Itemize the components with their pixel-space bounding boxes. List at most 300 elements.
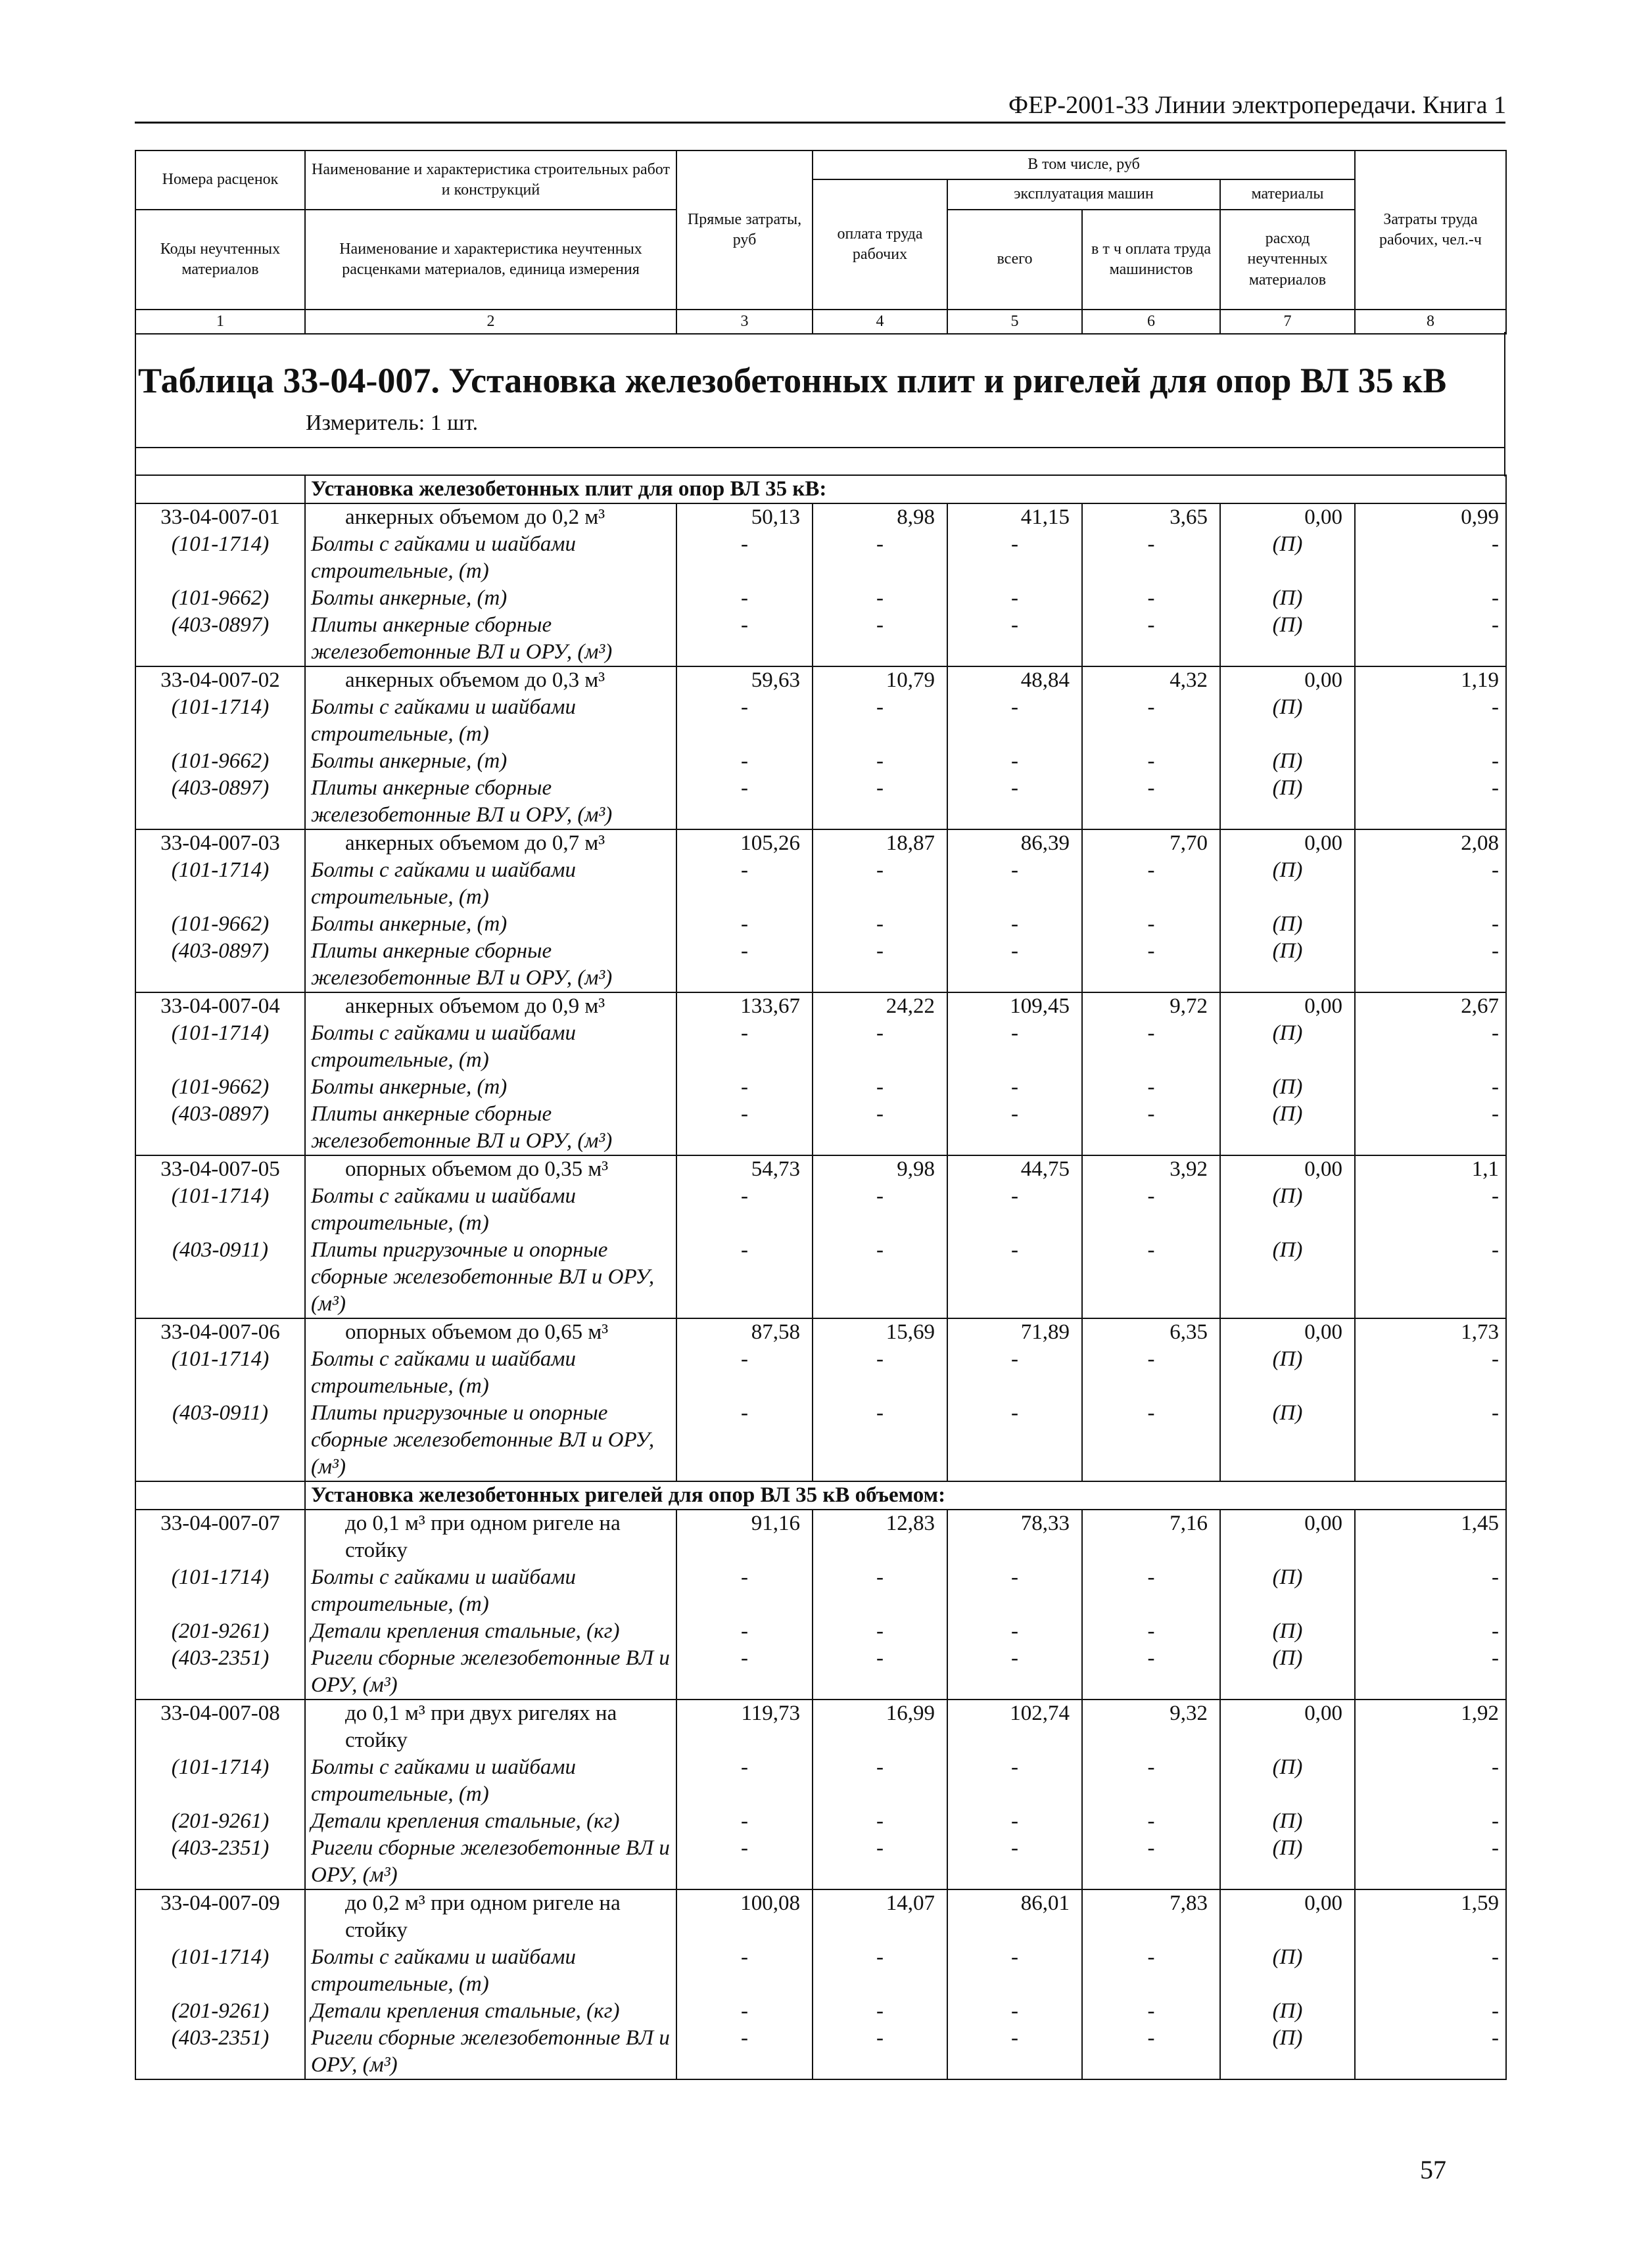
- material-labor-pay-value: -: [813, 1183, 947, 1237]
- page-number: 57: [1420, 2155, 1446, 2185]
- material-name: Болты с гайками и шайбами строительные, (т): [305, 531, 676, 585]
- labor-pay-value: 9,98: [813, 1155, 947, 1183]
- material-direct-costs-value: -: [676, 612, 813, 666]
- material-labor-pay-value: -: [813, 1808, 947, 1835]
- material-direct-costs-value: -: [676, 1645, 813, 1700]
- material-row: [135, 1074, 1506, 1101]
- material-machines-total-value: -: [947, 1618, 1082, 1645]
- header-code-bottom: Коды неучтенных материалов: [135, 210, 305, 310]
- col-num: 1: [135, 310, 305, 334]
- material-labor-hours-value: -: [1355, 1020, 1506, 1074]
- material-materials-value: (П): [1220, 938, 1355, 992]
- measure-unit: Измеритель: 1 шт.: [306, 411, 479, 435]
- rate-row: [135, 1318, 1506, 1346]
- material-code: (101-1714): [135, 857, 305, 911]
- machines-total-value: 48,84: [947, 666, 1082, 694]
- header-name-bottom: Наименование и характеристика неучтенных расценками материалов, единица измерения: [305, 210, 676, 310]
- labor-pay-value: 12,83: [813, 1510, 947, 1564]
- material-materials-value: (П): [1220, 585, 1355, 612]
- material-name: Болты анкерные, (т): [305, 1074, 676, 1101]
- material-labor-hours-value: -: [1355, 531, 1506, 585]
- material-name: Болты анкерные, (т): [305, 748, 676, 775]
- material-machinists-pay-value: -: [1082, 748, 1220, 775]
- material-row: [135, 1998, 1506, 2025]
- labor-hours-value: 1,19: [1355, 666, 1506, 694]
- material-direct-costs-value: -: [676, 775, 813, 829]
- machinists-pay-value: 3,92: [1082, 1155, 1220, 1183]
- material-direct-costs-value: -: [676, 1237, 813, 1318]
- material-labor-hours-value: -: [1355, 1808, 1506, 1835]
- material-name: Детали крепления стальные, (кг): [305, 1998, 676, 2025]
- material-labor-hours-value: -: [1355, 1645, 1506, 1700]
- direct-costs-value: 91,16: [676, 1510, 813, 1564]
- material-code: (201-9261): [135, 1618, 305, 1645]
- material-row: [135, 1346, 1506, 1400]
- rate-code: 33-04-007-08: [135, 1700, 305, 1754]
- material-name: Болты анкерные, (т): [305, 585, 676, 612]
- material-direct-costs-value: -: [676, 1944, 813, 1998]
- material-code: (403-0897): [135, 938, 305, 992]
- section-title: Установка железобетонных ригелей для опор ВЛ 35 кВ объемом:: [305, 1481, 1506, 1510]
- material-machinists-pay-value: -: [1082, 1754, 1220, 1808]
- material-labor-hours-value: -: [1355, 585, 1506, 612]
- material-materials-value: (П): [1220, 1645, 1355, 1700]
- material-labor-hours-value: -: [1355, 1101, 1506, 1155]
- labor-hours-value: 1,1: [1355, 1155, 1506, 1183]
- rate-code: 33-04-007-01: [135, 503, 305, 531]
- rate-row: [135, 666, 1506, 694]
- material-row: [135, 748, 1506, 775]
- material-name: Плиты анкерные сборные железобетонные ВЛ и ОРУ, (м³): [305, 775, 676, 829]
- material-row: [135, 1645, 1506, 1700]
- material-materials-value: (П): [1220, 1808, 1355, 1835]
- material-materials-value: (П): [1220, 2025, 1355, 2079]
- material-labor-hours-value: -: [1355, 1564, 1506, 1618]
- material-direct-costs-value: -: [676, 585, 813, 612]
- labor-pay-value: 16,99: [813, 1700, 947, 1754]
- material-row: [135, 1400, 1506, 1481]
- labor-pay-value: 15,69: [813, 1318, 947, 1346]
- material-labor-pay-value: -: [813, 1346, 947, 1400]
- material-machines-total-value: -: [947, 1237, 1082, 1318]
- material-row: [135, 1618, 1506, 1645]
- machinists-pay-value: 9,72: [1082, 992, 1220, 1020]
- material-machinists-pay-value: -: [1082, 1618, 1220, 1645]
- material-row: [135, 2025, 1506, 2079]
- rate-name: анкерных объемом до 0,9 м³: [305, 992, 676, 1020]
- material-code: (403-0897): [135, 612, 305, 666]
- material-labor-hours-value: -: [1355, 1835, 1506, 1889]
- rate-name: опорных объемом до 0,65 м³: [305, 1318, 676, 1346]
- materials-value: 0,00: [1220, 666, 1355, 694]
- material-machines-total-value: -: [947, 585, 1082, 612]
- direct-costs-value: 59,63: [676, 666, 813, 694]
- labor-hours-value: 1,45: [1355, 1510, 1506, 1564]
- material-machines-total-value: -: [947, 1808, 1082, 1835]
- material-machines-total-value: -: [947, 748, 1082, 775]
- material-machines-total-value: -: [947, 1754, 1082, 1808]
- material-machinists-pay-value: -: [1082, 1346, 1220, 1400]
- column-header-table: [135, 150, 1507, 335]
- material-machines-total-value: -: [947, 1564, 1082, 1618]
- rates-table: [135, 474, 1507, 2080]
- machinists-pay-value: 7,83: [1082, 1889, 1220, 1944]
- material-name: Ригели сборные железобетонные ВЛ и ОРУ, (м³): [305, 2025, 676, 2079]
- material-labor-pay-value: -: [813, 612, 947, 666]
- material-code: (101-1714): [135, 1754, 305, 1808]
- materials-value: 0,00: [1220, 1318, 1355, 1346]
- table-title: Таблица 33-04-007. Установка железобетонных плит и ригелей для опор ВЛ 35 кВ: [138, 361, 1447, 400]
- header-materials-use: расход неучтенных материалов: [1220, 210, 1355, 310]
- col-num: 5: [947, 310, 1082, 334]
- material-labor-pay-value: -: [813, 1754, 947, 1808]
- material-direct-costs-value: -: [676, 1564, 813, 1618]
- labor-hours-value: 0,99: [1355, 503, 1506, 531]
- rate-name: опорных объемом до 0,35 м³: [305, 1155, 676, 1183]
- material-materials-value: (П): [1220, 1564, 1355, 1618]
- material-code: (403-0897): [135, 1101, 305, 1155]
- machines-total-value: 44,75: [947, 1155, 1082, 1183]
- material-code: (101-9662): [135, 1074, 305, 1101]
- rate-row: [135, 1155, 1506, 1183]
- material-direct-costs-value: -: [676, 2025, 813, 2079]
- col-num: 8: [1355, 310, 1506, 334]
- material-row: [135, 1754, 1506, 1808]
- material-row: [135, 1808, 1506, 1835]
- material-row: [135, 612, 1506, 666]
- material-labor-pay-value: -: [813, 1835, 947, 1889]
- material-labor-hours-value: -: [1355, 1183, 1506, 1237]
- labor-hours-value: 2,08: [1355, 829, 1506, 857]
- material-machines-total-value: -: [947, 1101, 1082, 1155]
- materials-value: 0,00: [1220, 1155, 1355, 1183]
- header-machines-group: эксплуатация машин: [947, 179, 1220, 210]
- material-code: (101-1714): [135, 1020, 305, 1074]
- material-machines-total-value: -: [947, 938, 1082, 992]
- material-name: Детали крепления стальные, (кг): [305, 1808, 676, 1835]
- labor-pay-value: 8,98: [813, 503, 947, 531]
- material-code: (101-1714): [135, 1346, 305, 1400]
- direct-costs-value: 105,26: [676, 829, 813, 857]
- material-machinists-pay-value: -: [1082, 1944, 1220, 1998]
- labor-hours-value: 1,73: [1355, 1318, 1506, 1346]
- labor-hours-value: 1,92: [1355, 1700, 1506, 1754]
- material-name: Болты с гайками и шайбами строительные, (т): [305, 1564, 676, 1618]
- rate-name: анкерных объемом до 0,2 м³: [305, 503, 676, 531]
- material-direct-costs-value: -: [676, 1101, 813, 1155]
- material-labor-hours-value: -: [1355, 857, 1506, 911]
- material-row: [135, 531, 1506, 585]
- machines-total-value: 86,01: [947, 1889, 1082, 1944]
- material-name: Ригели сборные железобетонные ВЛ и ОРУ, (м³): [305, 1645, 676, 1700]
- material-code: (101-1714): [135, 1944, 305, 1998]
- material-machines-total-value: -: [947, 1074, 1082, 1101]
- section-code-cell: [135, 475, 305, 503]
- direct-costs-value: 100,08: [676, 1889, 813, 1944]
- material-code: (101-9662): [135, 585, 305, 612]
- material-labor-hours-value: -: [1355, 694, 1506, 748]
- material-labor-pay-value: -: [813, 938, 947, 992]
- material-labor-pay-value: -: [813, 911, 947, 938]
- rate-name: до 0,1 м³ при двух ригелях на стойку: [305, 1700, 676, 1754]
- material-row: [135, 1020, 1506, 1074]
- rate-name: анкерных объемом до 0,7 м³: [305, 829, 676, 857]
- material-direct-costs-value: -: [676, 1400, 813, 1481]
- material-labor-hours-value: -: [1355, 911, 1506, 938]
- direct-costs-value: 50,13: [676, 503, 813, 531]
- material-machines-total-value: -: [947, 1020, 1082, 1074]
- material-row: [135, 1564, 1506, 1618]
- material-machinists-pay-value: -: [1082, 531, 1220, 585]
- material-row: [135, 585, 1506, 612]
- material-direct-costs-value: -: [676, 1754, 813, 1808]
- materials-value: 0,00: [1220, 1510, 1355, 1564]
- material-materials-value: (П): [1220, 748, 1355, 775]
- material-materials-value: (П): [1220, 1237, 1355, 1318]
- material-labor-hours-value: -: [1355, 1400, 1506, 1481]
- material-direct-costs-value: -: [676, 1808, 813, 1835]
- material-labor-hours-value: -: [1355, 1754, 1506, 1808]
- material-labor-pay-value: -: [813, 775, 947, 829]
- col-num: 6: [1082, 310, 1220, 334]
- material-direct-costs-value: -: [676, 1618, 813, 1645]
- rate-name: до 0,1 м³ при одном ригеле на стойку: [305, 1510, 676, 1564]
- material-direct-costs-value: -: [676, 748, 813, 775]
- material-machines-total-value: -: [947, 1944, 1082, 1998]
- material-name: Ригели сборные железобетонные ВЛ и ОРУ, (м³): [305, 1835, 676, 1889]
- material-labor-pay-value: -: [813, 1944, 947, 1998]
- material-row: [135, 938, 1506, 992]
- material-row: [135, 1237, 1506, 1318]
- material-direct-costs-value: -: [676, 1346, 813, 1400]
- material-labor-pay-value: -: [813, 1020, 947, 1074]
- col-num: 4: [813, 310, 947, 334]
- material-code: (101-9662): [135, 748, 305, 775]
- col-num: 3: [676, 310, 813, 334]
- rate-code: 33-04-007-02: [135, 666, 305, 694]
- material-row: [135, 694, 1506, 748]
- materials-value: 0,00: [1220, 503, 1355, 531]
- material-machinists-pay-value: -: [1082, 694, 1220, 748]
- material-row: [135, 775, 1506, 829]
- labor-pay-value: 18,87: [813, 829, 947, 857]
- section-header-row: [135, 475, 1506, 503]
- machinists-pay-value: 6,35: [1082, 1318, 1220, 1346]
- machinists-pay-value: 4,32: [1082, 666, 1220, 694]
- material-materials-value: (П): [1220, 1618, 1355, 1645]
- labor-pay-value: 10,79: [813, 666, 947, 694]
- material-name: Болты с гайками и шайбами строительные, (т): [305, 1754, 676, 1808]
- material-machinists-pay-value: -: [1082, 775, 1220, 829]
- material-name: Болты с гайками и шайбами строительные, (т): [305, 1346, 676, 1400]
- materials-value: 0,00: [1220, 829, 1355, 857]
- rate-code: 33-04-007-09: [135, 1889, 305, 1944]
- material-machines-total-value: -: [947, 1835, 1082, 1889]
- material-machines-total-value: -: [947, 1998, 1082, 2025]
- materials-value: 0,00: [1220, 992, 1355, 1020]
- material-labor-pay-value: -: [813, 694, 947, 748]
- material-machines-total-value: -: [947, 1183, 1082, 1237]
- machinists-pay-value: 3,65: [1082, 503, 1220, 531]
- material-direct-costs-value: -: [676, 1020, 813, 1074]
- material-machinists-pay-value: -: [1082, 1074, 1220, 1101]
- material-machinists-pay-value: -: [1082, 585, 1220, 612]
- material-machinists-pay-value: -: [1082, 1808, 1220, 1835]
- material-labor-pay-value: -: [813, 1101, 947, 1155]
- material-code: (201-9261): [135, 1998, 305, 2025]
- material-materials-value: (П): [1220, 1400, 1355, 1481]
- material-materials-value: (П): [1220, 775, 1355, 829]
- material-labor-pay-value: -: [813, 1998, 947, 2025]
- material-name: Болты с гайками и шайбами строительные, (т): [305, 694, 676, 748]
- measure-rule: [135, 447, 1505, 448]
- frame-left-line: [135, 332, 136, 476]
- material-direct-costs-value: -: [676, 938, 813, 992]
- material-direct-costs-value: -: [676, 531, 813, 585]
- material-materials-value: (П): [1220, 1101, 1355, 1155]
- material-machines-total-value: -: [947, 1645, 1082, 1700]
- material-name: Плиты пригрузочные и опорные сборные железобетонные ВЛ и ОРУ, (м³): [305, 1400, 676, 1481]
- section-title: Установка железобетонных плит для опор ВЛ 35 кВ:: [305, 475, 1506, 503]
- direct-costs-value: 87,58: [676, 1318, 813, 1346]
- material-materials-value: (П): [1220, 857, 1355, 911]
- labor-hours-value: 2,67: [1355, 992, 1506, 1020]
- material-labor-hours-value: -: [1355, 612, 1506, 666]
- direct-costs-value: 119,73: [676, 1700, 813, 1754]
- header-code-top: Номера расценок: [135, 150, 305, 210]
- material-materials-value: (П): [1220, 1346, 1355, 1400]
- material-labor-pay-value: -: [813, 1074, 947, 1101]
- material-materials-value: (П): [1220, 694, 1355, 748]
- material-labor-hours-value: -: [1355, 1346, 1506, 1400]
- material-machinists-pay-value: -: [1082, 857, 1220, 911]
- machines-total-value: 102,74: [947, 1700, 1082, 1754]
- material-machines-total-value: -: [947, 531, 1082, 585]
- section-header-row: [135, 1481, 1506, 1510]
- material-code: (101-1714): [135, 694, 305, 748]
- material-machinists-pay-value: -: [1082, 1101, 1220, 1155]
- material-materials-value: (П): [1220, 1183, 1355, 1237]
- col-num: 2: [305, 310, 676, 334]
- material-materials-value: (П): [1220, 1020, 1355, 1074]
- material-name: Болты анкерные, (т): [305, 911, 676, 938]
- material-machinists-pay-value: -: [1082, 911, 1220, 938]
- rate-row: [135, 503, 1506, 531]
- material-labor-pay-value: -: [813, 1645, 947, 1700]
- material-machines-total-value: -: [947, 1346, 1082, 1400]
- material-labor-hours-value: -: [1355, 748, 1506, 775]
- material-machinists-pay-value: -: [1082, 1564, 1220, 1618]
- material-labor-pay-value: -: [813, 585, 947, 612]
- material-row: [135, 1944, 1506, 1998]
- rate-code: 33-04-007-07: [135, 1510, 305, 1564]
- rate-row: [135, 1510, 1506, 1564]
- header-labor-hours: Затраты труда рабочих, чел.-ч: [1355, 150, 1506, 310]
- machines-total-value: 109,45: [947, 992, 1082, 1020]
- material-materials-value: (П): [1220, 612, 1355, 666]
- material-machinists-pay-value: -: [1082, 1645, 1220, 1700]
- material-row: [135, 1101, 1506, 1155]
- rate-name: до 0,2 м³ при одном ригеле на стойку: [305, 1889, 676, 1944]
- material-name: Болты с гайками и шайбами строительные, (т): [305, 1944, 676, 1998]
- rate-row: [135, 1700, 1506, 1754]
- material-machines-total-value: -: [947, 1400, 1082, 1481]
- frame-right-line: [1504, 332, 1505, 476]
- material-code: (403-2351): [135, 1645, 305, 1700]
- material-machinists-pay-value: -: [1082, 2025, 1220, 2079]
- direct-costs-value: 133,67: [676, 992, 813, 1020]
- material-code: (101-9662): [135, 911, 305, 938]
- material-labor-pay-value: -: [813, 1237, 947, 1318]
- rate-row: [135, 1889, 1506, 1944]
- material-row: [135, 857, 1506, 911]
- material-machines-total-value: -: [947, 2025, 1082, 2079]
- material-materials-value: (П): [1220, 1754, 1355, 1808]
- material-machines-total-value: -: [947, 857, 1082, 911]
- material-name: Плиты анкерные сборные железобетонные ВЛ и ОРУ, (м³): [305, 612, 676, 666]
- material-name: Болты с гайками и шайбами строительные, (т): [305, 1183, 676, 1237]
- material-labor-hours-value: -: [1355, 1998, 1506, 2025]
- material-machinists-pay-value: -: [1082, 1237, 1220, 1318]
- material-direct-costs-value: -: [676, 857, 813, 911]
- material-labor-pay-value: -: [813, 1564, 947, 1618]
- header-rule: [135, 122, 1505, 124]
- material-materials-value: (П): [1220, 1944, 1355, 1998]
- material-code: (403-0911): [135, 1400, 305, 1481]
- material-code: (403-2351): [135, 2025, 305, 2079]
- materials-value: 0,00: [1220, 1700, 1355, 1754]
- material-direct-costs-value: -: [676, 1183, 813, 1237]
- material-row: [135, 911, 1506, 938]
- material-code: (403-0911): [135, 1237, 305, 1318]
- header-machinists-pay: в т ч оплата труда машинистов: [1082, 210, 1220, 310]
- material-direct-costs-value: -: [676, 694, 813, 748]
- material-labor-hours-value: -: [1355, 2025, 1506, 2079]
- material-labor-hours-value: -: [1355, 775, 1506, 829]
- material-code: (101-1714): [135, 1564, 305, 1618]
- labor-pay-value: 24,22: [813, 992, 947, 1020]
- rate-row: [135, 829, 1506, 857]
- direct-costs-value: 54,73: [676, 1155, 813, 1183]
- material-labor-hours-value: -: [1355, 1618, 1506, 1645]
- material-machinists-pay-value: -: [1082, 1020, 1220, 1074]
- material-materials-value: (П): [1220, 911, 1355, 938]
- machines-total-value: 78,33: [947, 1510, 1082, 1564]
- header-direct-costs: Прямые затраты, руб: [676, 150, 813, 310]
- material-name: Детали крепления стальные, (кг): [305, 1618, 676, 1645]
- material-labor-hours-value: -: [1355, 1237, 1506, 1318]
- material-machinists-pay-value: -: [1082, 612, 1220, 666]
- material-code: (101-1714): [135, 1183, 305, 1237]
- material-machines-total-value: -: [947, 775, 1082, 829]
- material-name: Плиты анкерные сборные железобетонные ВЛ и ОРУ, (м³): [305, 938, 676, 992]
- material-machinists-pay-value: -: [1082, 938, 1220, 992]
- machines-total-value: 71,89: [947, 1318, 1082, 1346]
- rate-row: [135, 992, 1506, 1020]
- material-labor-hours-value: -: [1355, 938, 1506, 992]
- material-direct-costs-value: -: [676, 1074, 813, 1101]
- material-machinists-pay-value: -: [1082, 1998, 1220, 2025]
- labor-pay-value: 14,07: [813, 1889, 947, 1944]
- header-machines-total: всего: [947, 210, 1082, 310]
- material-direct-costs-value: -: [676, 1835, 813, 1889]
- header-labor-pay: оплата труда рабочих: [813, 179, 947, 310]
- material-machines-total-value: -: [947, 911, 1082, 938]
- material-direct-costs-value: -: [676, 1998, 813, 2025]
- material-labor-pay-value: -: [813, 748, 947, 775]
- material-machinists-pay-value: -: [1082, 1400, 1220, 1481]
- rate-code: 33-04-007-06: [135, 1318, 305, 1346]
